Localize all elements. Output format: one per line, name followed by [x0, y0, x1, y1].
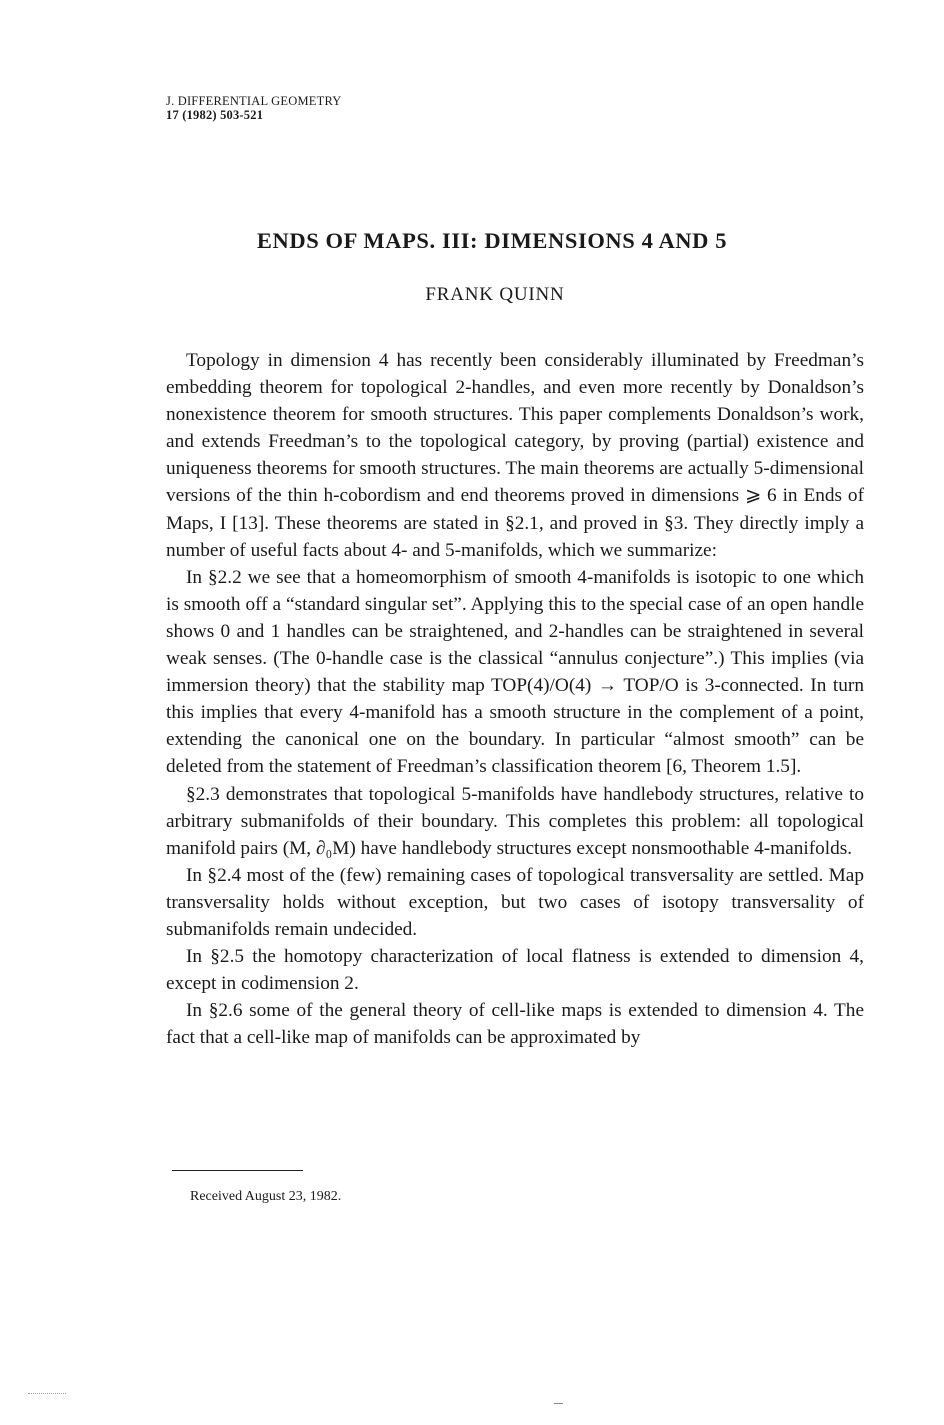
paper-author: FRANK QUINN: [425, 284, 565, 305]
paragraph: In §2.4 most of the (few) remaining cases of topological transversality are settled. Map transversality holds without exception, but two cases of isotopy transversality of submanifolds remain undecided.: [166, 864, 864, 940]
scan-artifact: [28, 1393, 66, 1394]
journal-name: J. DIFFERENTIAL GEOMETRY: [166, 94, 342, 108]
received-footnote: Received August 23, 1982.: [190, 1189, 342, 1204]
footnote-rule: [172, 1170, 303, 1171]
paragraph: In §2.6 some of the general theory of cell-like maps is extended to dimension 4. The fact that a cell-like map of manifolds can be approximated by: [166, 1000, 864, 1049]
paragraph: In §2.2 we see that a homeomorphism of smooth 4-manifolds is isotopic to one which is smooth off a “standard singular set”. Applying this to the special case of an open handle shows 0 and 1 handles can be straightened, and 2-handles can be straightened in several weak senses. (The 0-handle case is the classical “annulus conjecture”.) This implies (via immersion theory) that the stability map TOP(4)/O(4) → TOP/O is 3-connected. In turn this implies that every 4-manifold has a smooth structure in the complement of a point, extending the canonical one on the boundary. In particular “almost smooth” can be deleted from the statement of Freedman’s classification theorem [6, Theorem 1.5].: [166, 566, 864, 778]
body-text: [166, 347, 864, 1051]
paragraph: In §2.5 the homotopy characterization of local flatness is extended to dimension 4, except in codimension 2.: [166, 946, 864, 995]
scan-artifact: [554, 1403, 563, 1404]
paper-title: ENDS OF MAPS. III: DIMENSIONS 4 AND 5: [256, 228, 728, 253]
journal-volume: 17 (1982) 503-521: [166, 108, 264, 122]
paragraph: §2.3 demonstrates that topological 5-manifolds have handlebody structures, relative to arbitrary submanifolds of their boundary. This completes this problem: all topological manifold pairs (M, ∂₀M) have handlebody structures except nonsmoothable 4-manifolds.: [166, 783, 864, 859]
paragraph: Topology in dimension 4 has recently been considerably illuminated by Freedman’s embedding theorem for topological 2-handles, and even more recently by Donaldson’s nonexistence theorem for smooth structures. This paper complements Donaldson’s work, and extends Freedman’s to the topological category, by proving (partial) existence and uniqueness theorems for smooth structures. The main theorems are actually 5-dimensional versions of the thin h-cobordism and end theorems proved in dimensions ⩾ 6 in Ends of Maps, I [13]. These theorems are stated in §2.1, and proved in §3. They directly imply a number of useful facts about 4- and 5-manifolds, which we summarize:: [166, 350, 864, 561]
journal-header: [166, 94, 342, 122]
